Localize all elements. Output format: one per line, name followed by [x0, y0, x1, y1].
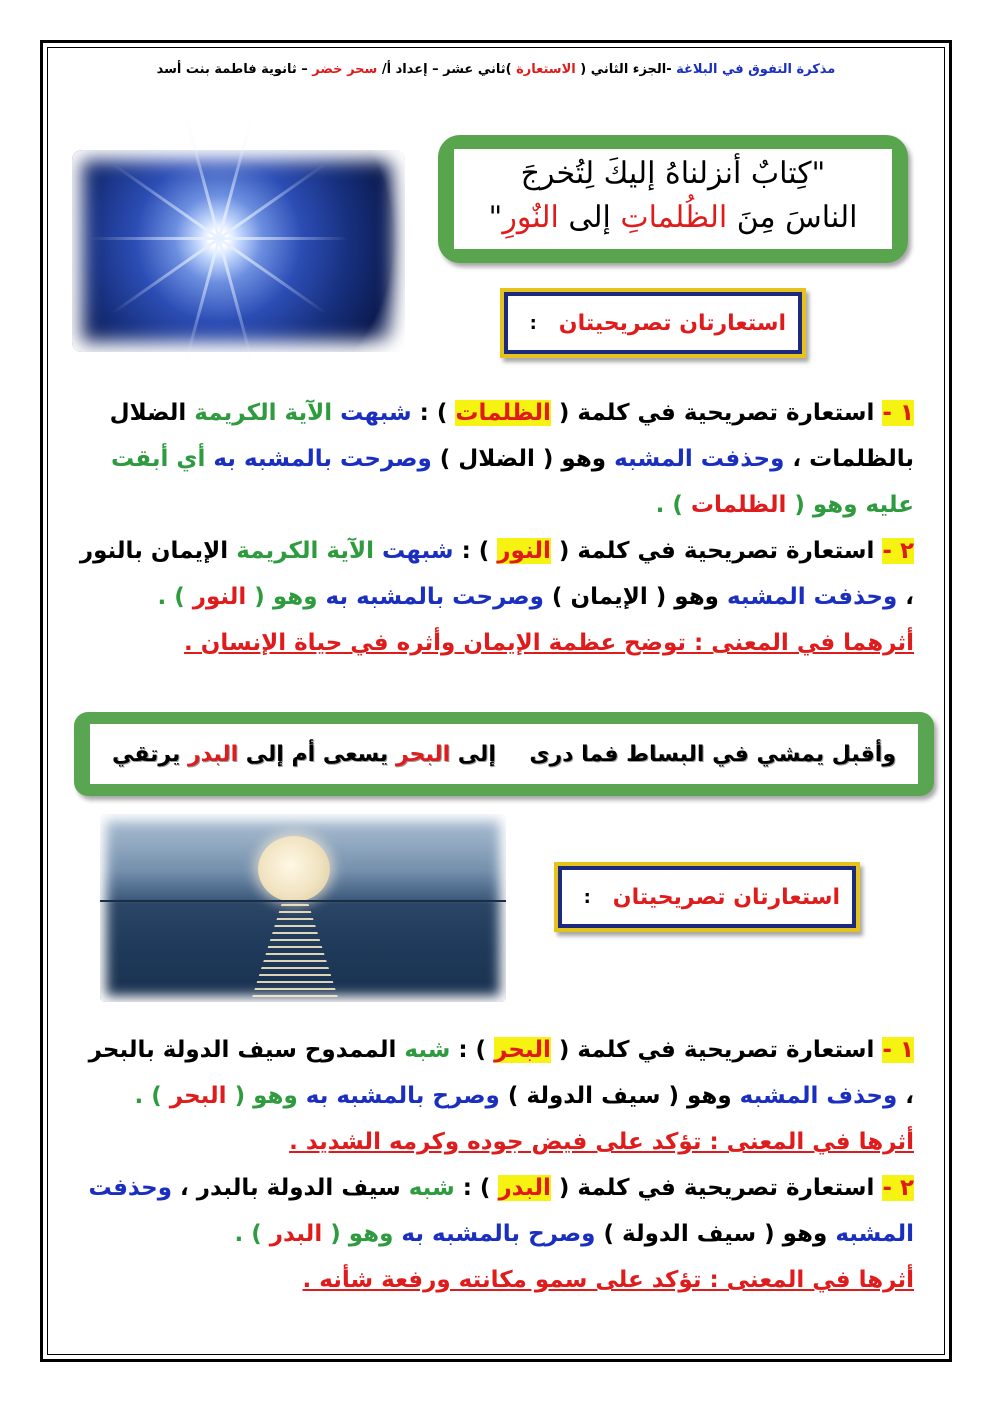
section1-effect [80, 620, 914, 666]
highlight-word: البحر [494, 1037, 551, 1063]
section2-effect1 [80, 1119, 914, 1165]
moon-over-sea-image [100, 814, 506, 1002]
highlight-word: البدر [498, 1175, 551, 1201]
header-title: مذكرة التفوق في البلاغة [676, 62, 836, 77]
item-number: ٢ - [882, 1175, 914, 1201]
section1-item1-line2: بالظلمات ، وحذفت المشبه وهو ( الضلال ) وصرحت بالمشبه به أي أبقت [110, 446, 914, 472]
effect-text: أثرها في المعنى : تؤكد على سمو مكانته ورفعة شأنه . [302, 1267, 914, 1293]
section1-title-box [500, 288, 806, 358]
header-topic: الاستعارة [516, 62, 576, 77]
moon-reflection [250, 904, 340, 1002]
section2-title-inner [562, 870, 852, 924]
highlight-word: الظلمات [455, 400, 551, 426]
page-header [60, 62, 932, 92]
section2-item1-line2: ، وحذف المشبه وهو ( سيف الدولة ) وصرح بالمشبه به وهو ( البحر ) . [134, 1083, 914, 1109]
section2-colon: : [583, 886, 591, 908]
poem-box [74, 712, 934, 796]
moon [258, 836, 330, 902]
section1-item2-line1: ٢ - استعارة تصريحية في كلمة ( النور ) : شبهت الآية الكريمة الإيمان بالنور [79, 538, 914, 564]
section1-item2-line2: ، وحذفت المشبه وهو ( الإيمان ) وصرحت بالمشبه به وهو ( النور ) . [157, 584, 914, 610]
highlight-word: النور [497, 538, 551, 564]
verse-word-light: النٌورِ [502, 200, 559, 235]
section2-effect2 [80, 1257, 914, 1303]
header-part: )ثاني عشر – إعداد أ/ [377, 62, 517, 77]
item-number: ٢ - [882, 538, 914, 564]
section2-title: استعارتان تصريحيتان [612, 884, 840, 910]
header-part: -الجزء الثاني ( [575, 62, 677, 77]
section2-item2-line2: المشبه وهو ( سيف الدولة ) وصرح بالمشبه به وهو ( البدر ) . [234, 1221, 914, 1247]
header-author: سحر خضر [312, 62, 378, 77]
poem-hemistich-1: وأقبل يمشي في البساط فما درى [529, 741, 896, 767]
item-number: ١ - [882, 400, 914, 426]
header-school: – ثانوية فاطمة بنت أسد [156, 62, 313, 77]
poem-verse [90, 724, 918, 784]
effect-text: أثرها في المعنى : تؤكد على فيض جوده وكرمه الشديد . [289, 1129, 914, 1155]
effect-text: أثرهما في المعنى : توضح عظمة الإيمان وأثره في حياة الإنسان . [184, 630, 914, 656]
section1-title: استعارتان تصريحيتان [558, 310, 786, 336]
starburst-image [72, 150, 405, 352]
poem-hemistich-2: إلى البحر يسعى أم إلى البدر يرتقي [112, 741, 496, 767]
section1-body [80, 390, 914, 666]
verse-word-darkness: الظُلماتِ [620, 200, 728, 235]
verse-line-1: "كِتابٌ أنزلناهُ إليكَ لِتُخرجَ [520, 156, 826, 191]
quran-verse [454, 149, 892, 249]
item-number: ١ - [882, 1037, 914, 1063]
section2-item2-line1: ٢ - استعارة تصريحية في كلمة ( البدر ) : شبه سيف الدولة بالبدر ، وحذفت [88, 1175, 914, 1201]
section1-item1-line3: عليه وهو ( الظلمات ) . [655, 492, 914, 518]
section1-colon: : [529, 312, 537, 334]
verse-line-2: الناسَ مِنَ الظُلماتِ إلى النٌورِ" [488, 200, 858, 235]
quran-verse-box [438, 135, 908, 263]
section2-title-box [554, 862, 860, 932]
horizon [100, 900, 506, 902]
section1-item1-line1: ١ - استعارة تصريحية في كلمة ( الظلمات ) : شبهت الآية الكريمة الضلال [109, 400, 914, 426]
section2-item1-line1: ١ - استعارة تصريحية في كلمة ( البحر ) : شبه الممدوح سيف الدولة بالبحر [88, 1037, 914, 1063]
section1-title-inner [508, 296, 798, 350]
section2-body [80, 1027, 914, 1303]
